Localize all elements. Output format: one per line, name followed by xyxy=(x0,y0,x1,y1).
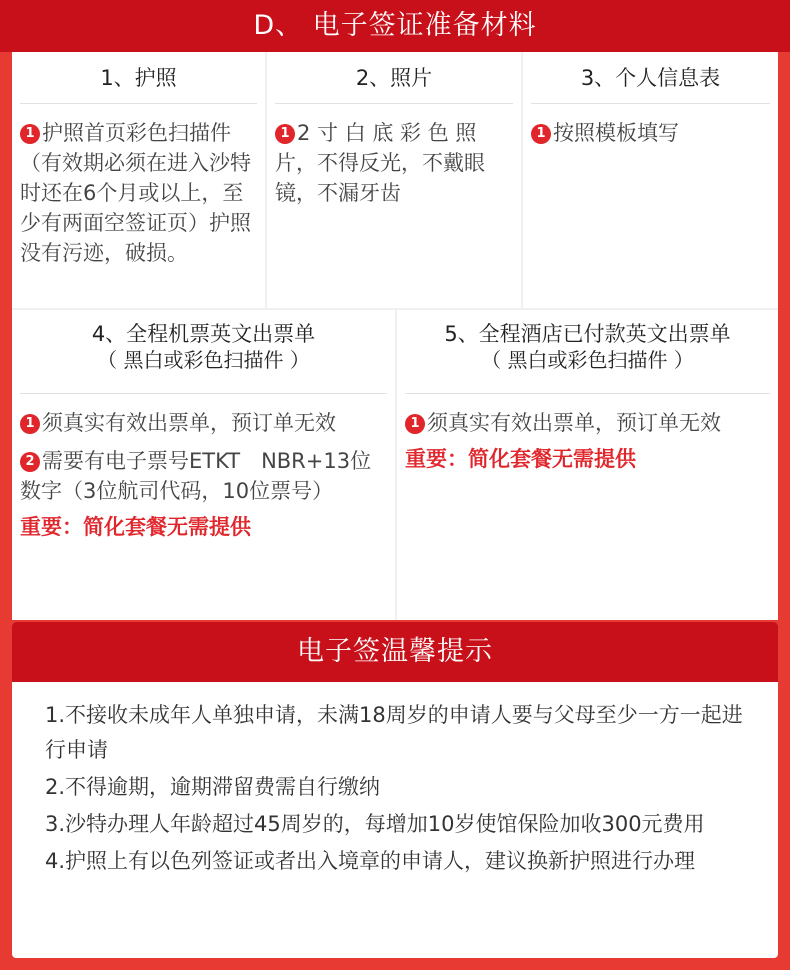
number-badge-icon: 1 xyxy=(20,414,40,434)
flight-ticket-title xyxy=(20,310,387,394)
personal-info-requirement xyxy=(531,118,770,148)
passport-cell xyxy=(12,52,265,308)
tip-item: 4.护照上有以色列签证或者出入境章的申请人，建议换新护照进行办理 xyxy=(45,849,696,873)
flight-ticket-subtitle: （ 黑白或彩色扫描件 ） xyxy=(97,348,310,372)
flight-important-note: 重要：简化套餐无需提供 xyxy=(20,515,251,539)
number-badge-icon: 1 xyxy=(275,124,295,144)
hotel-ticket-title-text: 5、全程酒店已付款英文出票单 xyxy=(444,322,731,346)
flight-requirement-text: 须真实有效出票单，预订单无效 xyxy=(42,411,336,435)
hotel-ticket-subtitle: （ 黑白或彩色扫描件 ） xyxy=(481,348,694,372)
flight-requirement xyxy=(20,408,387,438)
flight-requirement-text: 需要有电子票号ETKT NBR+13位数字（3位航司代码，10位票号） xyxy=(20,449,372,503)
photo-requirement xyxy=(275,118,513,208)
flight-ticket-title-text: 4、全程机票英文出票单 xyxy=(91,322,316,346)
passport-requirement xyxy=(20,118,257,268)
hotel-important-note: 重要：简化套餐无需提供 xyxy=(405,447,636,471)
personal-info-title: 3、个人信息表 xyxy=(531,52,770,104)
hotel-ticket-title xyxy=(405,310,770,394)
hotel-ticket-cell xyxy=(397,310,778,620)
section-header: D、 电子签证准备材料 xyxy=(0,0,790,52)
number-badge-icon: 1 xyxy=(405,414,425,434)
flight-requirement xyxy=(20,446,387,506)
materials-panel xyxy=(12,52,778,620)
number-badge-icon: 1 xyxy=(531,124,551,144)
photo-title: 2、照片 xyxy=(275,52,513,104)
hotel-requirement xyxy=(405,408,770,438)
flight-ticket-cell xyxy=(12,310,395,620)
personal-info-requirement-text: 按照模板填写 xyxy=(553,121,679,145)
tips-box xyxy=(12,622,778,958)
hotel-requirement-text: 须真实有效出票单，预订单无效 xyxy=(427,411,721,435)
tip-item: 1.不接收未成年人单独申请，未满18周岁的申请人要与父母至少一方一起进行申请 xyxy=(45,703,743,762)
photo-requirement-text: 2 寸 白 底 彩 色 照片，不得反光，不戴眼镜，不漏牙齿 xyxy=(275,121,485,205)
number-badge-icon: 2 xyxy=(20,452,40,472)
tips-title: 电子签温馨提示 xyxy=(12,622,778,682)
photo-cell xyxy=(267,52,521,308)
passport-title: 1、护照 xyxy=(20,52,257,104)
tip-item: 2.不得逾期，逾期滞留费需自行缴纳 xyxy=(45,775,381,799)
tips-list xyxy=(12,682,778,879)
number-badge-icon: 1 xyxy=(20,124,40,144)
tip-item: 3.沙特办理人年龄超过45周岁的，每增加10岁使馆保险加收300元费用 xyxy=(45,812,705,836)
personal-info-cell xyxy=(523,52,778,308)
passport-requirement-text: 护照首页彩色扫描件（有效期必须在进入沙特时还在6个月或以上，至少有两面空签证页）护照没有污迹，破损。 xyxy=(20,121,251,265)
